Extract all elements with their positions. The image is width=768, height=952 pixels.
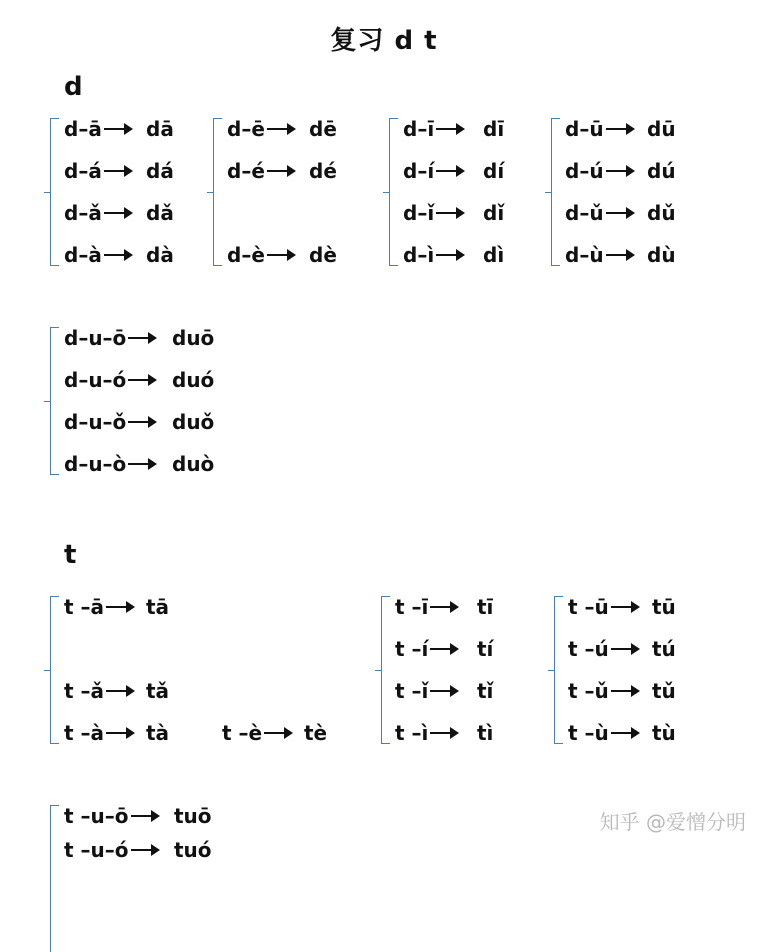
syllable-row: d–è dè	[227, 243, 337, 267]
syllable-row: t –ā tā	[64, 595, 170, 619]
syllable-row: d–u–ó duó	[64, 368, 215, 392]
arrow-icon	[128, 337, 154, 339]
syllable-row: t –ù tù	[568, 721, 676, 745]
syllable-row: t –ì tì	[395, 721, 494, 745]
syllable-row: t –í tí	[395, 637, 494, 661]
syllable-row: d–á dá	[64, 159, 174, 183]
group-bracket	[213, 118, 222, 266]
arrow-icon	[264, 732, 290, 734]
arrow-icon	[128, 463, 154, 465]
arrow-icon	[267, 254, 293, 256]
syllable-row: d–ǎ dǎ	[64, 201, 174, 225]
syllable-row-t-e: t –è tè	[222, 721, 328, 745]
group-bracket	[381, 596, 390, 744]
syllable-row: d–ǔ dǔ	[565, 201, 676, 225]
section-heading-d: d	[64, 72, 83, 102]
syllable-row: t –u–ó tuó	[64, 838, 212, 862]
syllable-row: d–ǐ dǐ	[403, 201, 505, 225]
arrow-icon	[430, 606, 456, 608]
arrow-icon	[611, 606, 637, 608]
syllable-row: d–é dé	[227, 159, 337, 183]
syllable-row: t –ǐ tǐ	[395, 679, 494, 703]
syllable-row: d–ē dē	[227, 117, 337, 141]
arrow-icon	[436, 254, 462, 256]
section-heading-t: t	[64, 540, 77, 570]
arrow-icon	[267, 170, 293, 172]
arrow-icon	[606, 170, 632, 172]
arrow-icon	[267, 128, 293, 130]
arrow-icon	[106, 732, 132, 734]
syllable-row: d–u–ò duò	[64, 452, 215, 476]
arrow-icon	[128, 421, 154, 423]
syllable-row: t –ǔ tǔ	[568, 679, 676, 703]
syllable-row: d–ū dū	[565, 117, 676, 141]
group-bracket	[389, 118, 398, 266]
syllable-row: t –ī tī	[395, 595, 494, 619]
syllable-row: d–ù dù	[565, 243, 676, 267]
syllable-row: t –à tà	[64, 721, 170, 745]
syllable-row: t –u–ō tuō	[64, 804, 212, 828]
syllable-row: t –ū tū	[568, 595, 676, 619]
arrow-icon	[611, 648, 637, 650]
arrow-icon	[104, 254, 130, 256]
group-bracket	[551, 118, 560, 266]
syllable-row: t –ú tú	[568, 637, 676, 661]
group-bracket	[50, 118, 59, 266]
syllable-row: d–u–ō duō	[64, 326, 215, 350]
syllable-row: d–ā dā	[64, 117, 174, 141]
watermark: 知乎 @爱憎分明	[599, 810, 746, 834]
syllable-row: d–ī dī	[403, 117, 505, 141]
arrow-icon	[436, 212, 462, 214]
page-title: 复习 d t	[330, 26, 438, 56]
syllable-row: d–ú dú	[565, 159, 676, 183]
group-bracket	[50, 596, 59, 744]
group-bracket	[554, 596, 563, 744]
arrow-icon	[104, 170, 130, 172]
arrow-icon	[436, 128, 462, 130]
arrow-icon	[430, 648, 456, 650]
arrow-icon	[430, 690, 456, 692]
group-bracket	[50, 327, 59, 475]
group-bracket	[50, 805, 59, 952]
syllable-row: t –ǎ tǎ	[64, 679, 170, 703]
syllable-row: d–í dí	[403, 159, 505, 183]
arrow-icon	[606, 128, 632, 130]
arrow-icon	[106, 606, 132, 608]
arrow-icon	[606, 212, 632, 214]
arrow-icon	[104, 212, 130, 214]
arrow-icon	[131, 815, 157, 817]
arrow-icon	[131, 849, 157, 851]
syllable-row: d–à dà	[64, 243, 174, 267]
arrow-icon	[430, 732, 456, 734]
arrow-icon	[611, 690, 637, 692]
arrow-icon	[104, 128, 130, 130]
arrow-icon	[106, 690, 132, 692]
arrow-icon	[606, 254, 632, 256]
arrow-icon	[128, 379, 154, 381]
syllable-row: d–ì dì	[403, 243, 505, 267]
arrow-icon	[436, 170, 462, 172]
syllable-row: d–u–ǒ duǒ	[64, 410, 215, 434]
arrow-icon	[611, 732, 637, 734]
